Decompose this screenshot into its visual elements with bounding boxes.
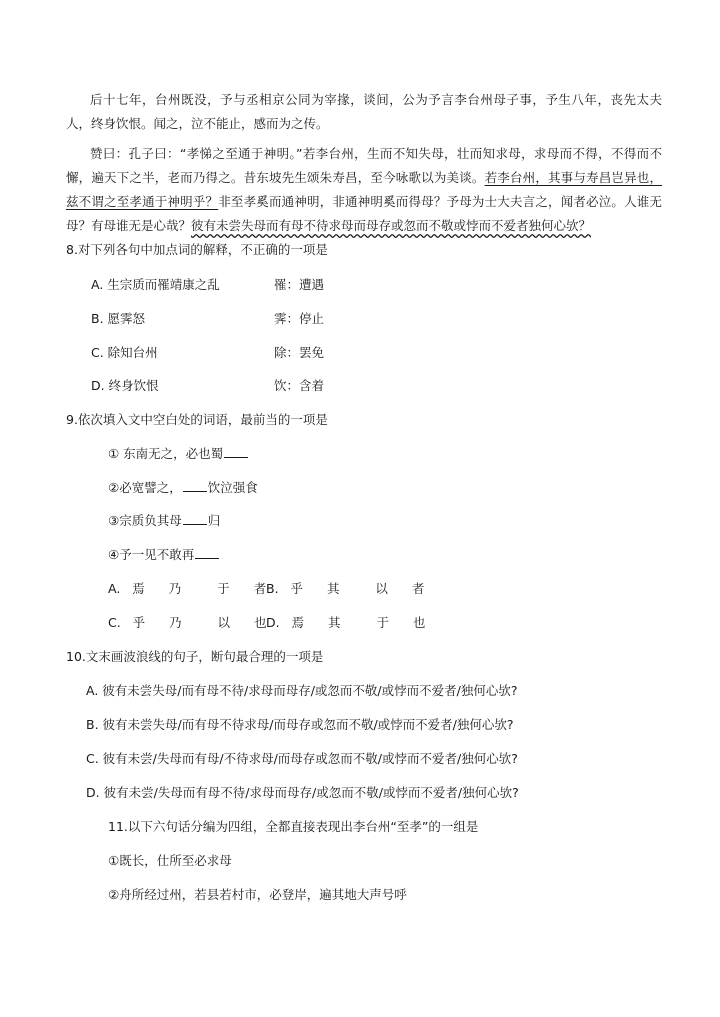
q8-option-c-gloss: 除：罢免 <box>274 345 325 360</box>
q10-option-a: A. 彼有未尝失母/而有母不待/求母而母存/或忽而不敬/或悖而不爱者/独何心欤? <box>86 683 518 698</box>
q9-item-1: ① 东南无之，必也蜀 <box>108 445 249 464</box>
q11-stem: 11.以下六句话分编为四组，全都直接表现出李台州“至孝”的一组是 <box>108 819 479 834</box>
q8-option-d-gloss: 饮：含着 <box>274 378 325 393</box>
passage-paragraph-1 <box>66 88 662 136</box>
q9-item-3: ③宗质负其母 归 <box>108 513 221 528</box>
fill-blank <box>183 512 207 525</box>
q10-option-d: D. 彼有未尝/失母而有母不待/求母而母存/或忽而不敬/或悖而不爱者/独何心欤? <box>86 785 519 800</box>
underlined-sentence: 若李台州，其事与寿昌岂异也，兹不谓之至孝通于神明乎？ <box>66 170 662 209</box>
q9-option-c: C. 乎 乃 以 也 <box>108 615 267 630</box>
q8-stem: 8.对下列各句中加点词的解释，不正确的一项是 <box>66 242 328 257</box>
q8-option-c: C. 除知台州 <box>91 345 158 360</box>
q10-option-b: B. 彼有未尝失母/而有母不待求母/而母存或忽而不敬/或悖而不爱者/独何心欤? <box>86 717 514 732</box>
passage-text: 赞曰：孔子曰：“孝悌之至通于神明。”若李台州，生而不知失母，壮而知求母，求母而不得，不得而不懈，遍天下之半，老而乃得之。昔东坡先生颂朱寿昌，至今咏歌以为美谈。 <box>66 146 662 185</box>
q9-option-a: A. 焉 乃 于 者 <box>108 581 267 596</box>
passage-text: 后十七年，台州既没，予与丞相京公同为宰掾，谈间，公为予言李台州母子事，予生八年，丧先太夫人，终身饮恨。闻之，泣不能止，感而为之传。 <box>66 92 662 131</box>
q8-option-b: B. 愿霁怒 <box>91 311 146 326</box>
q11-item-2: ②舟所经过州，若县若村市，必登岸，遍其地大声号呼 <box>108 887 407 902</box>
q8-option-a: A. 生宗质而罹靖康之乱 <box>91 277 220 292</box>
q8-option-b-gloss: 霁：停止 <box>274 311 325 326</box>
q8-option-a-gloss: 罹：遭遇 <box>274 277 325 292</box>
q8-option-d: D. 终身饮恨 <box>91 378 159 393</box>
q9-item-4: ④予一见不敢再 <box>108 546 220 565</box>
q9-option-d: D. 焉 其 于 也 <box>266 615 426 630</box>
passage-paragraph-2 <box>66 142 662 238</box>
q11-item-1: ①既长，仕所至必求母 <box>108 853 232 868</box>
q10-stem: 10.文末画波浪线的句子，断句最合理的一项是 <box>66 649 324 664</box>
q9-item-2: ②必宽譬之， 饮泣强食 <box>108 480 258 495</box>
q10-option-c: C. 彼有未尝/失母而有母/不待求母/而母存或忽而不敬/或悖而不爱者/独何心欤? <box>86 751 518 766</box>
passage-text: 非至孝奚而通神明，非通神明奚而得母？予母为士大夫言之，闻者必泣。人谁无母？有母谁无是心哉？ <box>66 194 662 233</box>
q9-option-b: B. 乎 其 以 者 <box>266 581 425 596</box>
wavy-underlined-sentence: 彼有未尝失母而有母不待求母而母存或忽而不敬或悖而不爱者独何心欤？ <box>191 218 592 233</box>
fill-blank <box>183 479 207 492</box>
fill-blank <box>224 445 248 458</box>
q9-stem: 9.依次填入文中空白处的词语，最前当的一项是 <box>66 412 328 427</box>
fill-blank <box>195 546 219 559</box>
